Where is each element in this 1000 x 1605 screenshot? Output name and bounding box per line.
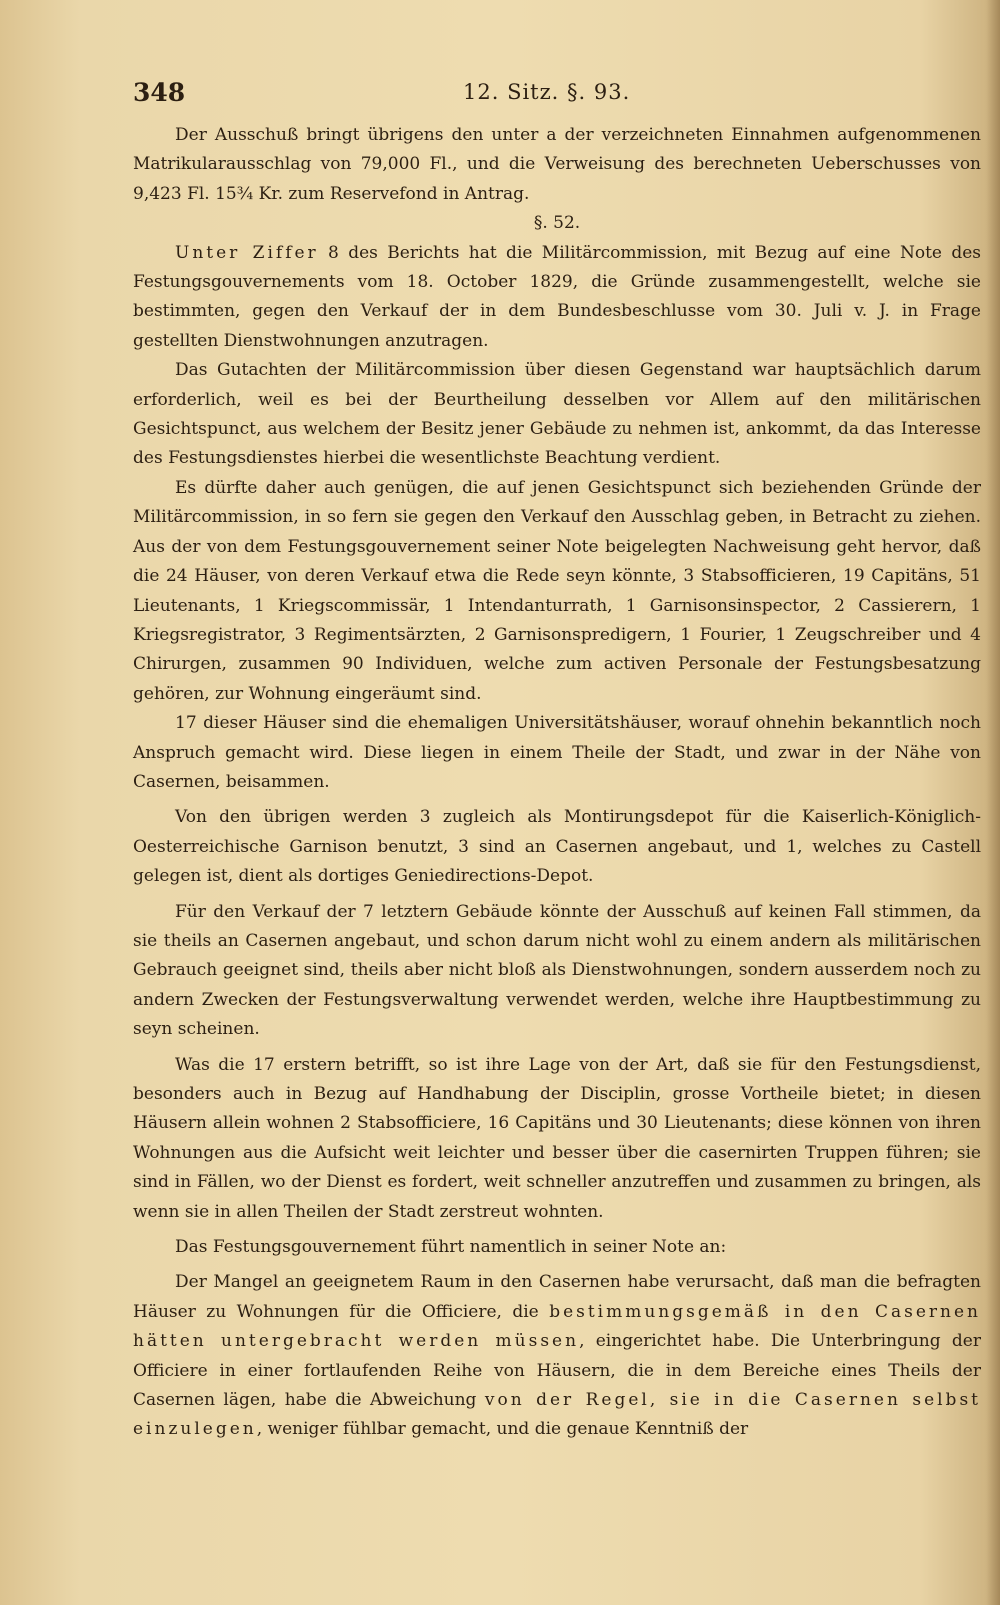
page-edge-shadow [986, 0, 1000, 1605]
paragraph-1: Der Ausschuß bringt übrigens den unter a der verzeichneten Einnahmen aufgenommenen Matrikularausschlag von 79,000 Fl., und die Verweisung des berechneten Ueberschusses von 9,423 Fl. 15¾ Kr. zum Reservefond in Antrag. [133, 125, 981, 204]
paragraph-10-emphasis-2: von der Regel, sie in die Casernen selbst einzulegen [133, 1390, 981, 1440]
paragraph-7: Für den Verkauf der 7 letztern Gebäude könnte der Ausschuß auf keinen Fall stimmen, da sie theils an Casernen angebaut, und schon darum nicht wohl zu einem andern als militärischen Gebrauch geeignet sind, theils aber nicht bloß als Dienstwohnungen, sondern ausserdem noch zu andern Zwecken der Festungsverwaltung verwendet werden, welche ihre Hauptbestimmung zu seyn scheinen. [133, 901, 981, 1040]
paragraph-6: Von den übrigen werden 3 zugleich als Montirungsdepot für die Kaiserlich-Königlich-Oesterreichische Garnison benutzt, 3 sind an Casernen angebaut, und 1, welches zu Castell gelegen ist, dient als dortiges Geniedirections-Depot. [133, 807, 981, 887]
paragraph-8: Was die 17 erstern betrifft, so ist ihre Lage von der Art, daß sie für den Festungsdienst, besonders auch in Bezug auf Handhabung der Disciplin, grosse Vortheile bietet; in diesen Häusern allein wohnen 2 Stabsofficiere, 16 Capitäns und 30 Lieutenants; diese können von ihren Wohnungen aus die Aufsicht weit leichter und besser über die casernirten Truppen führen; sie sind in Fällen, wo der Dienst es fordert, weit schneller anzutreffen und zusammen zu bringen, als wenn sie in allen Theilen der Stadt zerstreut wohnten. [133, 1054, 981, 1222]
paragraph-9: Das Festungsgouvernement führt namentlich in seiner Note an: [175, 1237, 727, 1258]
paragraph-2-text: 8 des Berichts hat die Militärcommission, mit Bezug auf eine Note des Festungsgouvernements vom 18. October 1829, die Gründe zusammengestellt, welche sie bestimmten, gegen den Verkauf der in dem Bundesbeschlusse vom 30. Juli v. J. in Frage gestellten Dienstwohnungen anzutragen. [133, 242, 982, 351]
section-heading: §. 52. [533, 213, 581, 234]
paragraph-10 [133, 1268, 981, 1444]
paragraph-5: 17 dieser Häuser sind die ehemaligen Universitätshäuser, worauf ohnehin bekanntlich noch Anspruch gemacht wird. Diese liegen in einem Theile der Stadt, und zwar in der Nähe von Casernen, beisammen. [133, 713, 981, 792]
paragraph-10-part-e: , weniger fühlbar gemacht, und die genaue Kenntniß der [256, 1419, 749, 1440]
paragraph-10-part-c: , eingerichtet habe. Die Unterbringung der Officiere in einer fortlaufenden Reihe von Häusern, die in dem Bereiche eines Theils der Casernen lägen, habe die Abweichung [133, 1331, 981, 1411]
paragraph-3: Das Gutachten der Militärcommission über diesen Gegenstand war hauptsächlich darum erforderlich, weil es bei der Beurtheilung desselben vor Allem auf den militärischen Gesichtspunct, aus welchem der Besitz jener Gebäude zu nehmen ist, ankommt, da das Interesse des Festungsdienstes hierbei die wesentlichste Beachtung verdient. [133, 360, 981, 469]
running-head: 12. Sitz. §. 93. [463, 80, 631, 104]
paragraph-2 [133, 239, 981, 357]
page-number: 348 [133, 78, 186, 107]
body-text [133, 121, 981, 1445]
paragraph-10-emphasis-1: bestimmungsgemäß in den Casernen hätten untergebracht werden müssen [133, 1301, 982, 1352]
paragraph-10-part-a: Der Mangel an geeignetem Raum in den Casernen habe verursacht, daß man die befragten Häuser zu Wohnungen für die Officiere, die [133, 1272, 981, 1322]
paragraph-2-lead: Unter Ziffer [175, 242, 319, 263]
paragraph-4: Es dürfte daher auch genügen, die auf jenen Gesichtspunct sich beziehenden Gründe der Militärcommission, in so fern sie gegen den Verkauf den Ausschlag geben, in Betracht zu ziehen. Aus der von dem Festungsgouvernement seiner Note beigelegten Nachweisung geht hervor, daß die 24 Häuser, von deren Verkauf etwa die Rede seyn könnte, 3 Stabsofficieren, 19 Capitäns, 51 Lieutenants, 1 Kriegscommissär, 1 Intendanturrath, 1 Garnisonsinspector, 2 Cassierern, 1 Kriegsregistrator, 3 Regimentsärzten, 2 Garnisonspredigern, 1 Fourier, 1 Zeugschreiber und 4 Chirurgen, zusammen 90 Individuen, welche zum activen Personale der Festungsbesatzung gehören, zur Wohnung eingeräumt sind. [133, 477, 981, 704]
page-header [133, 78, 963, 118]
